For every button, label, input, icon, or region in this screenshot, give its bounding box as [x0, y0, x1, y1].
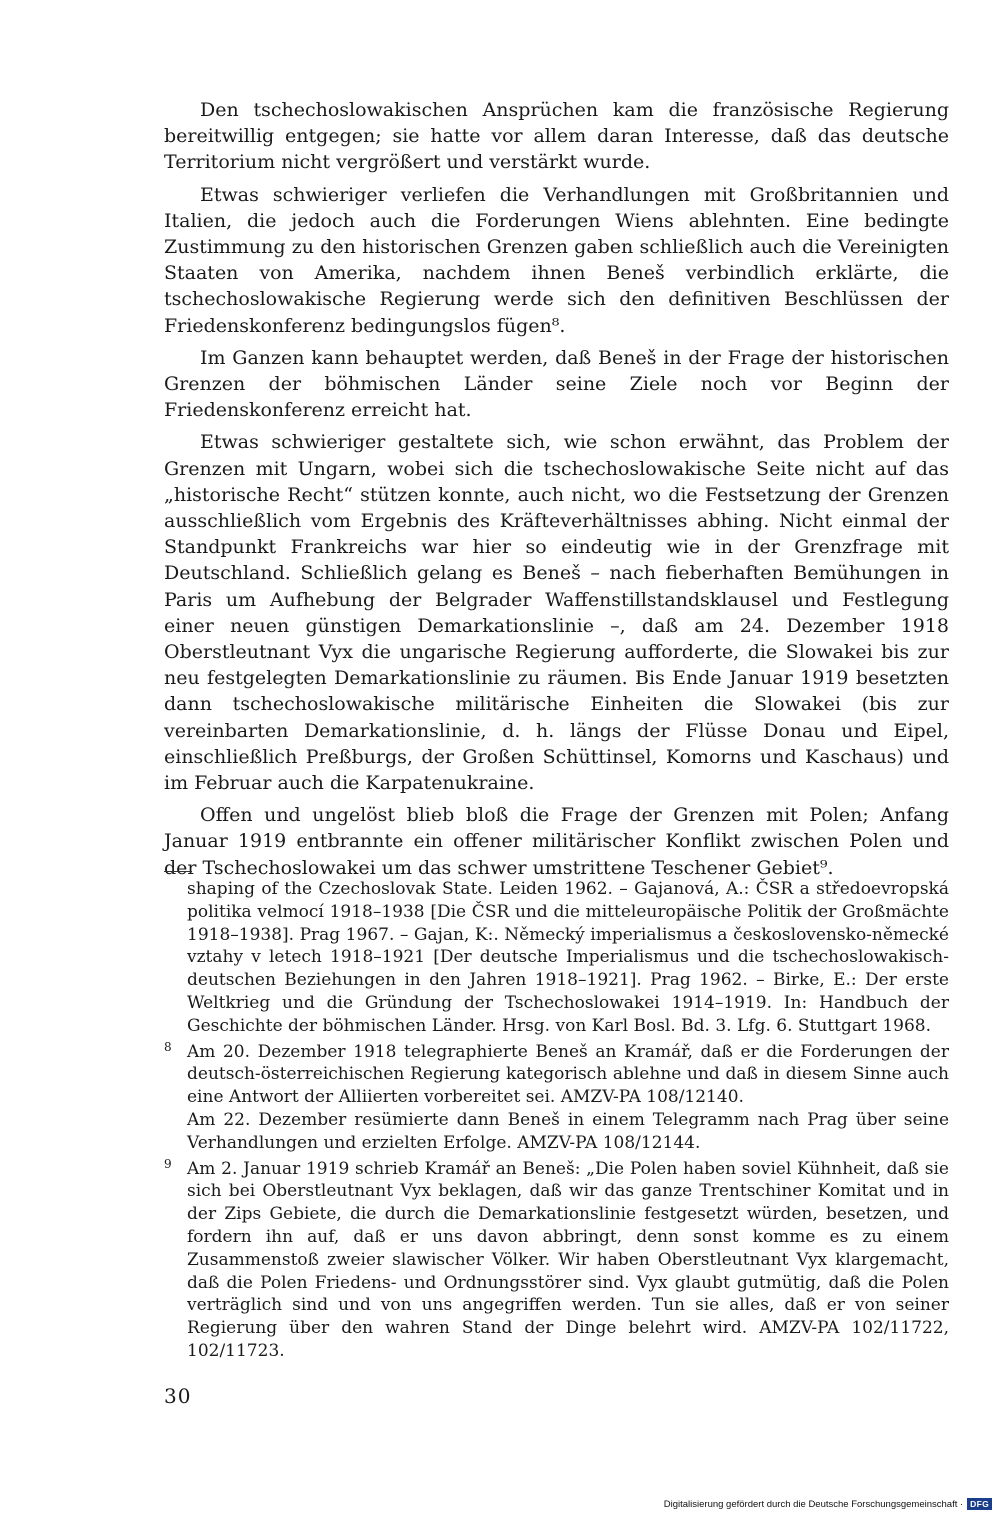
footnote-continuation: shaping of the Czechoslovak State. Leiden 1962. – Gajanová, A.: ČSR a středoevropská politika velmocí 1918–1938 [Die ČSR und die mitteleuropäische Politik der Großmächte 1918–1938]. Prag 1967. – Gajan, K:. Německý imperialismus a československo-německé vztahy v letech 1918–1921 [Der deutsche Imperialismus und die tschechoslowakisch-deutschen Beziehungen in den Jahren 1918–1921]. Prag 1962. – Birke, E.: Der erste Weltkrieg und die Gründung der Tschechoslowakei 1914–1919. In: Handbuch der Geschichte der böhmischen Länder. Hrsg. von Karl Bosl. Bd. 3. Lfg. 6. Stuttgart 1968.	[187, 879, 949, 1036]
paragraph: Etwas schwieriger verliefen die Verhandlungen mit Großbritannien und Italien, die jedoch auch die Forderungen Wiens ablehnten. Eine bedingte Zustimmung zu den historischen Grenzen gaben schließlich auch die Vereinigten Staaten von Amerika, nachdem ihnen Beneš verbindlich erklärte, die tschechoslowakische Regierung werde sich den definitiven Beschlüssen der Friedenskonferenz bedingungslos fügen⁸.	[164, 183, 949, 337]
footnote-separator	[164, 871, 192, 872]
footnote-paragraph: Am 20. Dezember 1918 telegraphierte Beneš an Kramář, daß er die Forderungen der deutsch-österreichischen Regierung kategorisch ablehne und daß in diesem Sinne auch eine Antwort der Alliierten vorbereitet sei. AMZV-PA 108/12140.	[187, 1041, 949, 1108]
footnote-paragraph: Am 22. Dezember resümierte dann Beneš in einem Telegramm nach Prag über seine Verhandlungen und erzielten Erfolge. AMZV-PA 108/12144.	[187, 1109, 949, 1153]
paragraph: Den tschechoslowakischen Ansprüchen kam die französische Regierung bereitwillig entgegen; sie hatte vor allem daran Interesse, daß das deutsche Territorium nicht vergrößert und verstärkt wurde.	[164, 99, 949, 174]
footnotes	[164, 878, 949, 1366]
main-text	[164, 97, 949, 887]
footnote-number: 9	[164, 1156, 172, 1171]
footnote-number: 8	[164, 1039, 172, 1054]
footnote-9	[164, 1158, 949, 1363]
credit-text: Digitalisierung gefördert durch die Deutsche Forschungsgemeinschaft ·	[663, 1498, 964, 1510]
paragraph: Im Ganzen kann behauptet werden, daß Beneš in der Frage der historischen Grenzen der böhmischen Länder seine Ziele noch vor Beginn der Friedenskonferenz erreicht hat.	[164, 346, 949, 422]
footnote-8	[164, 1041, 949, 1155]
footnote-paragraph: Am 2. Januar 1919 schrieb Kramář an Beneš: „Die Polen haben soviel Kühnheit, daß sie sich bei Oberstleutnant Vyx beklagen, daß wir das ganze Trentschiner Komitat und in der Zips Gebiete, die durch die Demarkationslinie festgesetzt würden, besetzen, und fordern ihn auf, daß er uns davon abbringt, denn sonst komme es zu einem Zusammenstoß zweier slawischer Völker. Wir haben Oberstleutnant Vyx klargemacht, daß die Polen Friedens- und Ordnungsstörer sind. Vyx glaubt gutmütig, daß die Polen verträglich sind und von uns angegriffen werden. Tun sie alles, daß er von seiner Regierung über den wahren Stand der Dinge belehrt wird. AMZV-PA 102/11722, 102/11723.	[187, 1158, 949, 1361]
paragraph: Etwas schwieriger gestaltete sich, wie schon erwähnt, das Problem der Grenzen mit Ungarn, wobei sich die tschechoslowakische Seite nicht auf das „historische Recht“ stützen konnte, auch nicht, wo die Festsetzung der Grenzen ausschließlich vom Ergebnis des Kräfteverhältnisses abhing. Nicht einmal der Standpunkt Frankreichs war hier so eindeutig wie in der Grenzfrage mit Deutschland. Schließlich gelang es Beneš – nach fieberhaften Bemühungen in Paris um Aufhebung der Belgrader Waffenstillstandsklausel und Festlegung einer neuen günstigen Demarkationslinie –, daß am 24. Dezember 1918 Oberstleutnant Vyx die ungarische Regierung aufforderte, die Slowakei bis zur neu festgelegten Demarkationslinie zu räumen. Bis Ende Januar 1919 besetzten dann tschechoslowakische militärische Einheiten die Slowakei (bis zur vereinbarten Demarkationslinie, d. h. längs der Flüsse Donau und Eipel, einschließlich Preßburgs, der Großen Schüttinsel, Komorns und Kaschaus) und im Februar auch die Karpatenukraine.	[164, 431, 949, 795]
digitization-credit	[664, 1498, 992, 1510]
page-number: 30	[164, 1384, 192, 1408]
dfg-logo-icon: DFG	[967, 1498, 992, 1510]
paragraph: Offen und ungelöst blieb bloß die Frage der Grenzen mit Polen; Anfang Januar 1919 entbrannte ein offener militärischer Konflikt zwischen Polen und der Tschechoslowakei um das schwer umstrittene Teschener Gebiet⁹.	[164, 804, 949, 879]
